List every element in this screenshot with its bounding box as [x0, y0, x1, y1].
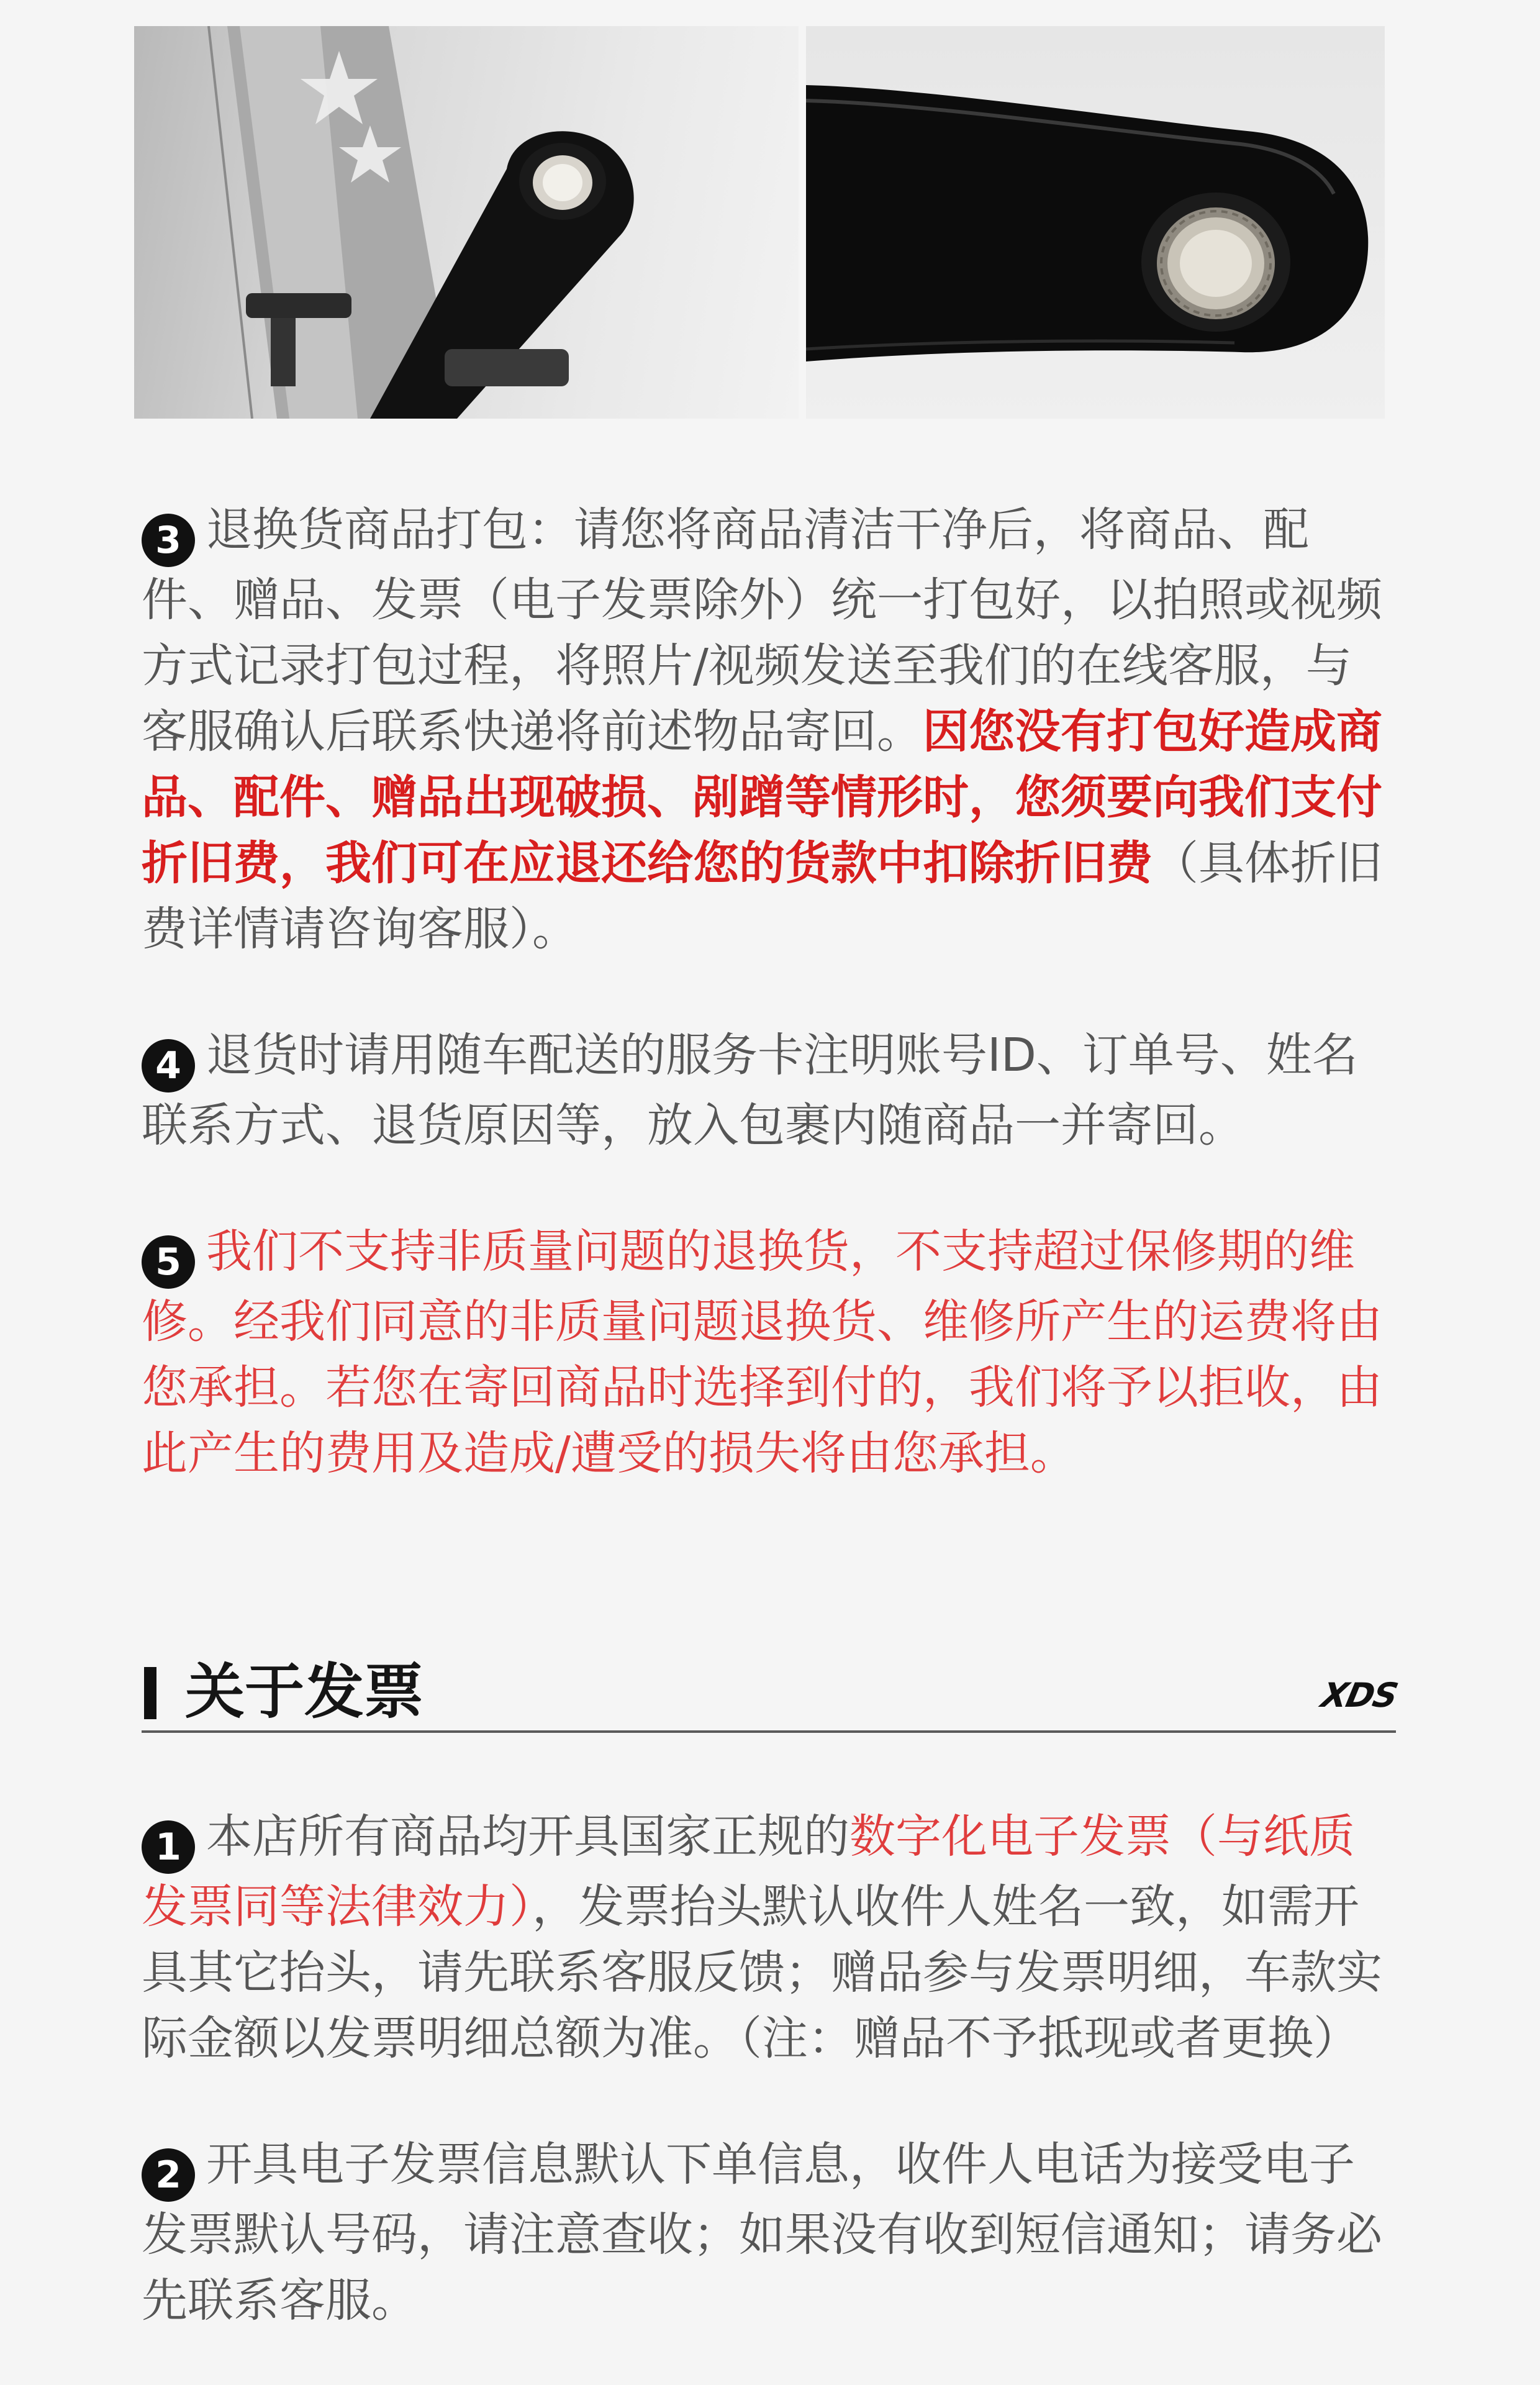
invoice-item-2-text: 开具电子发票信息默认下单信息，收件人电话为接受电子发票默认号码，请注意查收；如果没有收到短信通知；请务必先联系客服。 — [142, 2138, 1382, 2327]
number-3-badge-icon: 3 — [142, 514, 195, 567]
number-5-badge-icon: 5 — [142, 1235, 195, 1289]
invoice-section-title: 关于发票 — [185, 1657, 424, 1727]
return-item-5 — [142, 1219, 1396, 1486]
return-item-3-text: 退换货商品打包：请您将商品清洁干净后，将商品、配件、赠品、发票（电子发票除外）统一打包好，以拍照或视频方式记录打包过程，将照片/视频发送至我们的在线客服，与客服确认后联系快递将前述物品寄回。 — [142, 503, 1382, 758]
crank-arm-closeup-photo — [806, 26, 1385, 419]
invoice-item-1 — [142, 1804, 1396, 2071]
return-item-4-text: 退货时请用随车配送的服务卡注明账号ID、订单号、姓名联系方式、退货原因等，放入包裹内随商品一并寄回。 — [142, 1029, 1358, 1152]
return-item-3-warning: 因您没有打包好造成商品、配件、赠品出现破损、剐蹭等情形时，您须要向我们支付折旧费，我们可在应退还给您的货款中扣除折旧费 — [142, 705, 1382, 890]
return-item-3 — [142, 497, 1396, 962]
invoice-item-1-text: 本店所有商品均开具国家正规的 — [206, 1810, 849, 1863]
section-bar-icon — [144, 1667, 156, 1719]
crank-arm-closeup-illustration — [806, 26, 1385, 419]
invoice-item-1-details: ，发票抬头默认收件人姓名一致，如需开具其它抬头，请先联系客服反馈；赠品参与发票明细，车款实际金额以发票明细总额为准。（注：赠品不予抵现或者更换） — [142, 1880, 1382, 2065]
invoice-item-2 — [142, 2132, 1396, 2333]
number-1-badge-icon: 1 — [142, 1820, 195, 1874]
return-item-3-note: （具体折旧费详情请咨询客服）。 — [142, 837, 1382, 956]
return-item-4 — [142, 1022, 1396, 1158]
crank-arm-frame-photo — [134, 26, 799, 419]
invoice-item-1-highlight: 数字化电子发票（与纸质发票同等法律效力） — [142, 1810, 1355, 1933]
xds-logo: XDS — [1318, 1676, 1400, 1715]
invoice-section-header — [142, 1640, 1400, 1733]
number-4-badge-icon: 4 — [142, 1039, 195, 1093]
number-2-badge-icon: 2 — [142, 2148, 195, 2202]
section-divider — [142, 1730, 1396, 1733]
crank-arm-frame-illustration — [134, 26, 799, 419]
return-item-5-text: 我们不支持非质量问题的退换货，不支持超过保修期的维修。经我们同意的非质量问题退换货、维修所产生的运费将由您承担。若您在寄回商品时选择到付的，我们将予以拒收，由此产生的费用及造成/遭受的损失将由您承担。 — [142, 1225, 1382, 1480]
